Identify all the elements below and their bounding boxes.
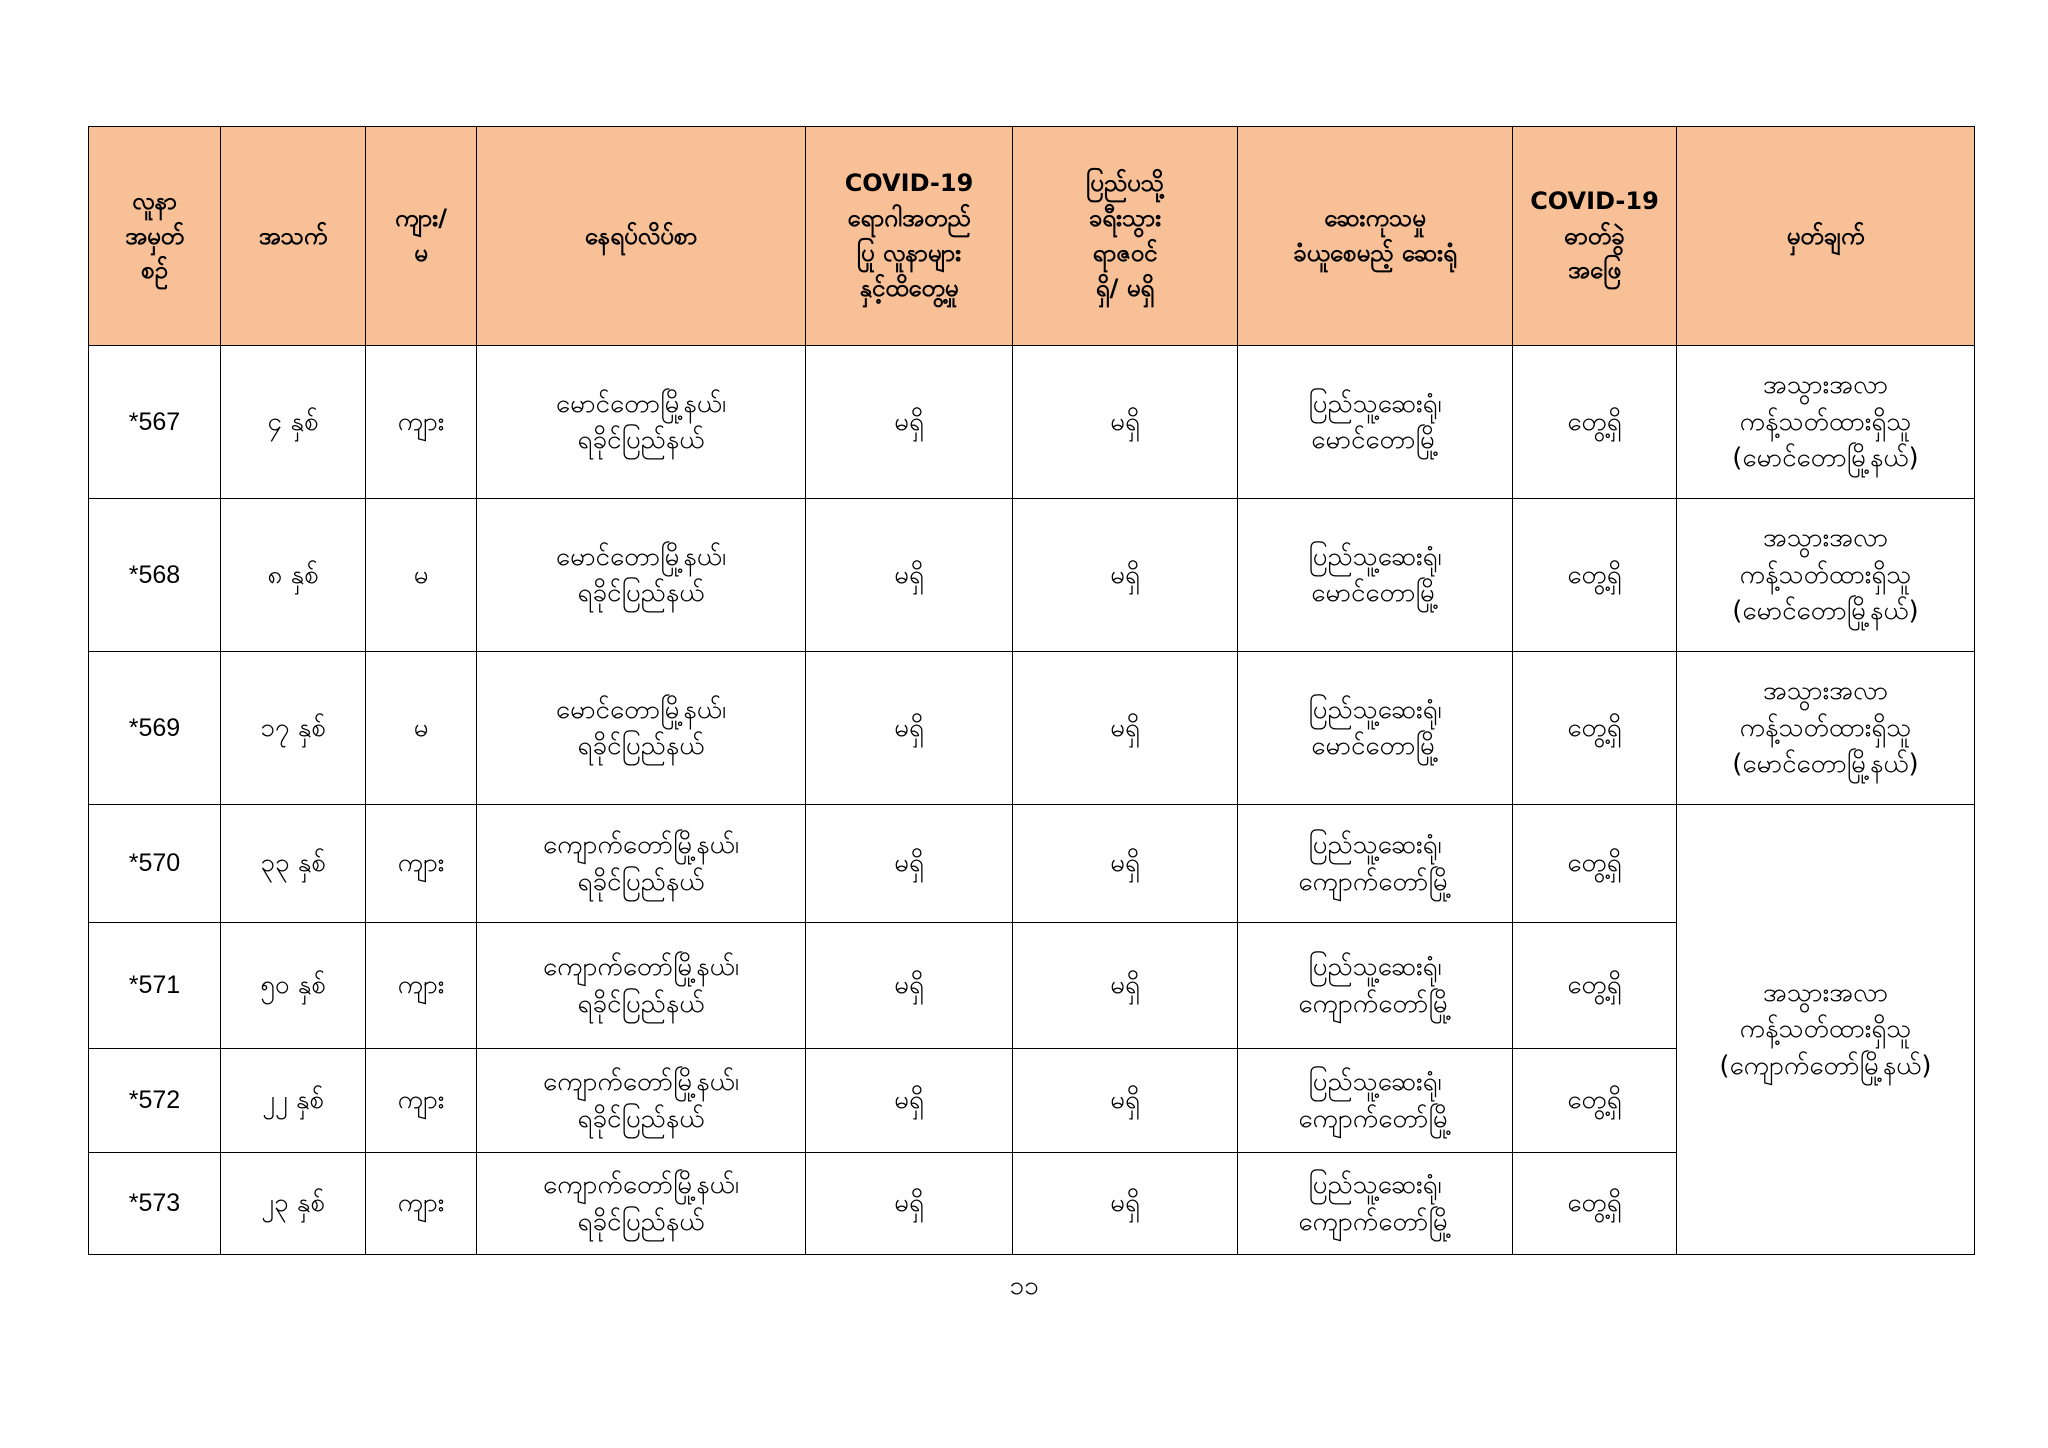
hospital-cell: ပြည်သူ့ဆေးရုံ၊ ကျောက်တော်မြို့ <box>1238 1153 1513 1255</box>
address-cell: မောင်တောမြို့နယ်၊ ရခိုင်ပြည်နယ် <box>477 499 806 652</box>
result-cell: တွေ့ရှိ <box>1513 652 1677 805</box>
header-contact: COVID-19 ရောဂါအတည် ပြု လူနာများ နှင့်ထိတွေ့မှု <box>806 127 1013 346</box>
table-row <box>89 346 1975 499</box>
travel-cell: မရှိ <box>1013 652 1238 805</box>
result-cell: တွေ့ရှိ <box>1513 923 1677 1049</box>
page-number: ၁၁ <box>1009 1271 1039 1301</box>
remark-cell: အသွားအလာ ကန့်သတ်ထားရှိသူ (မောင်တောမြို့နယ်) <box>1677 499 1975 652</box>
contact-cell: မရှိ <box>806 923 1013 1049</box>
hospital-cell: ပြည်သူ့ဆေးရုံ၊ မောင်တောမြို့ <box>1238 652 1513 805</box>
travel-cell: မရှိ <box>1013 805 1238 923</box>
result-cell: တွေ့ရှိ <box>1513 499 1677 652</box>
sex-cell: ကျား <box>366 346 477 499</box>
case-number: *570 <box>89 805 221 923</box>
covid-case-table <box>88 126 1975 1255</box>
age-cell: ၅၀ နှစ် <box>221 923 366 1049</box>
case-number: *569 <box>89 652 221 805</box>
result-cell: တွေ့ရှိ <box>1513 1049 1677 1153</box>
address-cell: မောင်တောမြို့နယ်၊ ရခိုင်ပြည်နယ် <box>477 652 806 805</box>
age-cell: ၁၇ နှစ် <box>221 652 366 805</box>
sex-cell: ကျား <box>366 923 477 1049</box>
hospital-cell: ပြည်သူ့ဆေးရုံ၊ ကျောက်တော်မြို့ <box>1238 805 1513 923</box>
address-cell: ကျောက်တော်မြို့နယ်၊ ရခိုင်ပြည်နယ် <box>477 805 806 923</box>
contact-cell: မရှိ <box>806 1049 1013 1153</box>
age-cell: ၂၂ နှစ် <box>221 1049 366 1153</box>
age-cell: ၂၃ နှစ် <box>221 1153 366 1255</box>
travel-cell: မရှိ <box>1013 1153 1238 1255</box>
hospital-cell: ပြည်သူ့ဆေးရုံ၊ ကျောက်တော်မြို့ <box>1238 923 1513 1049</box>
table-row <box>89 499 1975 652</box>
travel-cell: မရှိ <box>1013 923 1238 1049</box>
remark-cell: အသွားအလာ ကန့်သတ်ထားရှိသူ (မောင်တောမြို့နယ်) <box>1677 346 1975 499</box>
travel-cell: မရှိ <box>1013 1049 1238 1153</box>
address-cell: ကျောက်တော်မြို့နယ်၊ ရခိုင်ပြည်နယ် <box>477 1049 806 1153</box>
header-hospital: ဆေးကုသမှု ခံယူစေမည့် ဆေးရုံ <box>1238 127 1513 346</box>
contact-cell: မရှိ <box>806 499 1013 652</box>
table-row <box>89 652 1975 805</box>
age-cell: ၃၃ နှစ် <box>221 805 366 923</box>
case-number: *568 <box>89 499 221 652</box>
travel-cell: မရှိ <box>1013 346 1238 499</box>
merged-remark-cell: အသွားအလာ ကန့်သတ်ထားရှိသူ (ကျောက်တော်မြို့နယ်) <box>1677 805 1975 1255</box>
header-remark: မှတ်ချက် <box>1677 127 1975 346</box>
result-cell: တွေ့ရှိ <box>1513 805 1677 923</box>
sex-cell: ကျား <box>366 1049 477 1153</box>
sex-cell: မ <box>366 499 477 652</box>
hospital-cell: ပြည်သူ့ဆေးရုံ၊ ကျောက်တော်မြို့ <box>1238 1049 1513 1153</box>
header-lab-result: COVID-19 ဓာတ်ခွဲ အဖြေ <box>1513 127 1677 346</box>
hospital-cell: ပြည်သူ့ဆေးရုံ၊ မောင်တောမြို့ <box>1238 346 1513 499</box>
case-number: *567 <box>89 346 221 499</box>
case-number: *571 <box>89 923 221 1049</box>
header-address: နေရပ်လိပ်စာ <box>477 127 806 346</box>
contact-cell: မရှိ <box>806 1153 1013 1255</box>
case-number: *572 <box>89 1049 221 1153</box>
header-age: အသက် <box>221 127 366 346</box>
address-cell: ကျောက်တော်မြို့နယ်၊ ရခိုင်ပြည်နယ် <box>477 923 806 1049</box>
remark-cell: အသွားအလာ ကန့်သတ်ထားရှိသူ (မောင်တောမြို့နယ်) <box>1677 652 1975 805</box>
result-cell: တွေ့ရှိ <box>1513 1153 1677 1255</box>
contact-cell: မရှိ <box>806 346 1013 499</box>
sex-cell: မ <box>366 652 477 805</box>
address-cell: မောင်တောမြို့နယ်၊ ရခိုင်ပြည်နယ် <box>477 346 806 499</box>
table-row <box>89 805 1975 923</box>
header-case-number: လူနာ အမှတ် စဉ် <box>89 127 221 346</box>
header-sex: ကျား/ မ <box>366 127 477 346</box>
travel-cell: မရှိ <box>1013 499 1238 652</box>
result-cell: တွေ့ရှိ <box>1513 346 1677 499</box>
sex-cell: ကျား <box>366 1153 477 1255</box>
header-travel-history: ပြည်ပသို့ ခရီးသွား ရာဇဝင် ရှိ/ မရှိ <box>1013 127 1238 346</box>
case-number: *573 <box>89 1153 221 1255</box>
age-cell: ၄ နှစ် <box>221 346 366 499</box>
address-cell: ကျောက်တော်မြို့နယ်၊ ရခိုင်ပြည်နယ် <box>477 1153 806 1255</box>
table-header-row <box>89 127 1975 346</box>
sex-cell: ကျား <box>366 805 477 923</box>
contact-cell: မရှိ <box>806 805 1013 923</box>
hospital-cell: ပြည်သူ့ဆေးရုံ၊ မောင်တောမြို့ <box>1238 499 1513 652</box>
contact-cell: မရှိ <box>806 652 1013 805</box>
age-cell: ၈ နှစ် <box>221 499 366 652</box>
